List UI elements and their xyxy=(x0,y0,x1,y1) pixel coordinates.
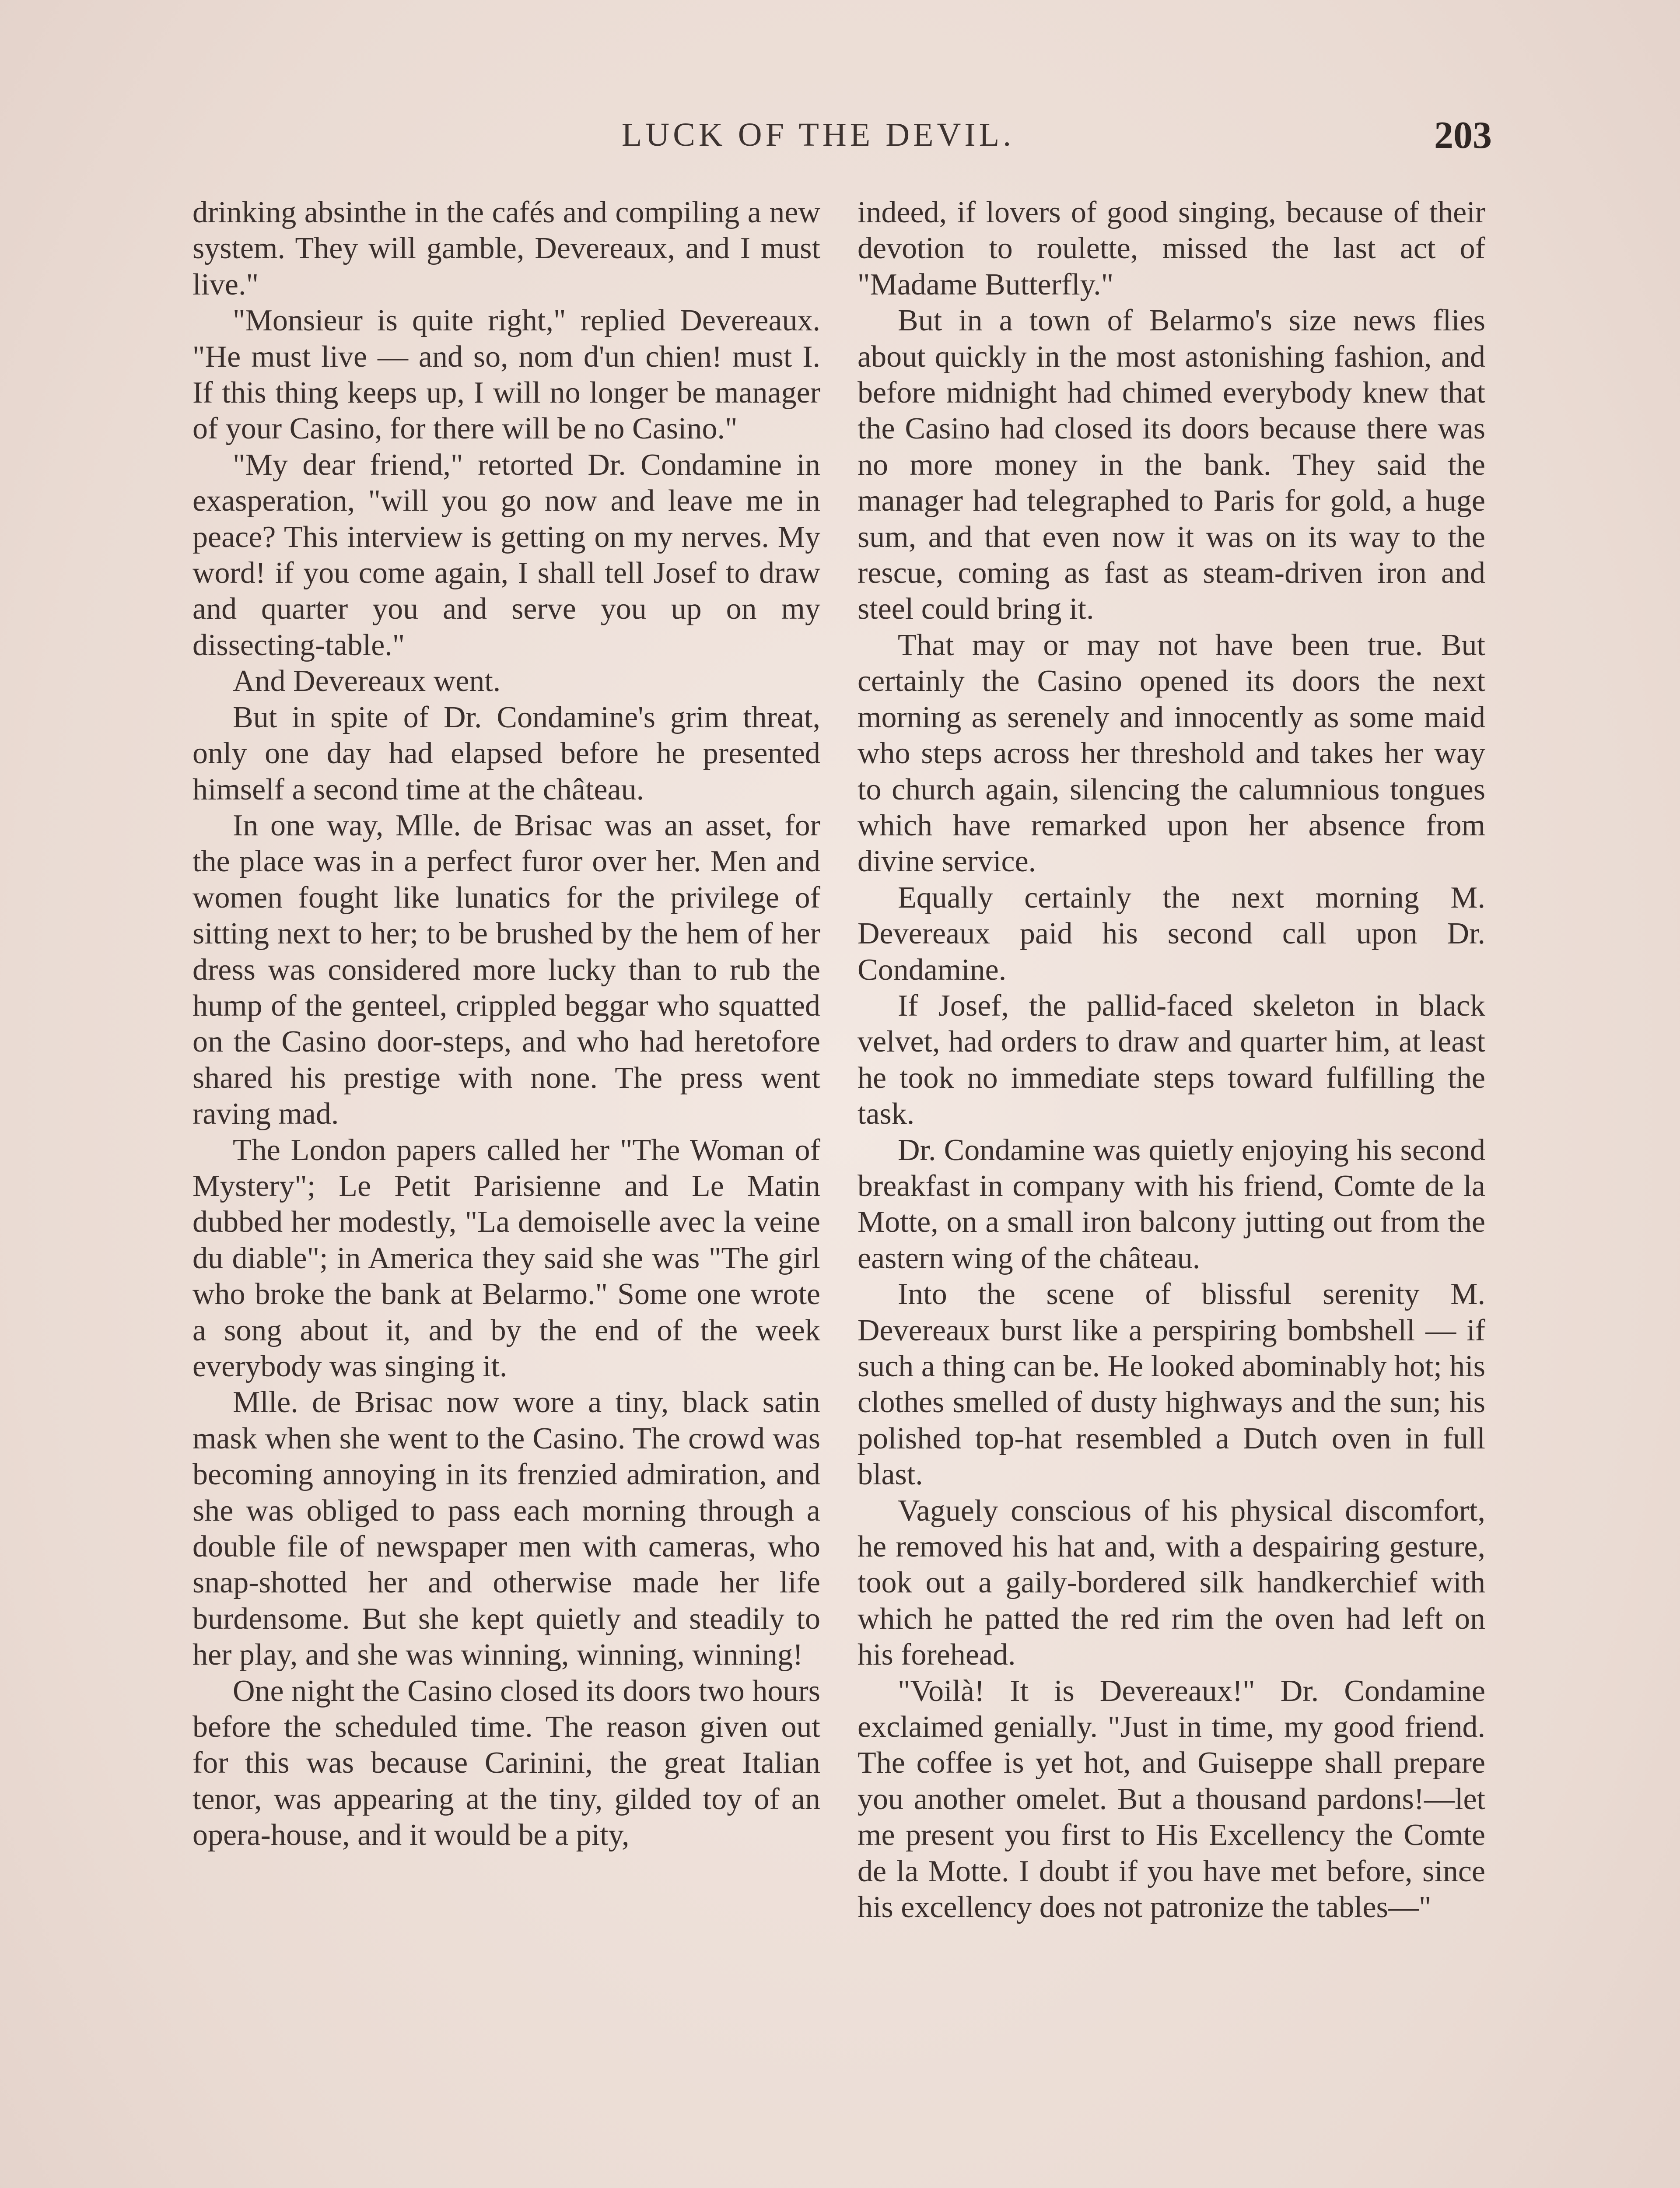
paragraph: If Josef, the pallid-faced skeleton in black velvet, had orders to draw and quarter him, at least he took no immediate steps toward fulfilling the task. xyxy=(858,989,1485,1131)
paragraph: drinking absinthe in the cafés and compiling a new system. They will gamble, Devereaux, and I must live." xyxy=(192,196,820,302)
paragraph: "Monsieur is quite right," replied Devereaux. "He must live — and so, nom d'un chien! must I. If this thing keeps up, I will no longer be manager of your Casino, for there will be no Casino." xyxy=(192,304,820,446)
paragraph: But in a town of Belarmo's size news flies about quickly in the most astonishing fashion, and before midnight had chimed everybody knew that the Casino had closed its doors because there was no more money in the bank. They said the manager had telegraphed to Paris for gold, a huge sum, and that even now it was on its way to the rescue, coming as fast as steam-driven iron and steel could bring it. xyxy=(858,304,1485,626)
left-column xyxy=(192,195,820,1854)
paragraph: Dr. Condamine was quietly enjoying his second breakfast in company with his friend, Comte de la Motte, on a small iron balcony jutting out from the eastern wing of the château. xyxy=(858,1133,1485,1275)
paragraph: One night the Casino closed its doors two hours before the scheduled time. The reason given out for this was because Carinini, the great Italian tenor, was appearing at the tiny, gilded toy of an opera-house, and it would be a pity, xyxy=(192,1674,820,1852)
paragraph: In one way, Mlle. de Brisac was an asset, for the place was in a perfect furor over her. Men and women fought like lunatics for the privilege of sitting next to her; to be brushed by the hem of her dress was considered more lucky than to rub the hump of the genteel, crippled beggar who squatted on the Casino door-steps, and who had heretofore shared his prestige with none. The press went raving mad. xyxy=(192,808,820,1131)
paragraph: That may or may not have been true. But certainly the Casino opened its doors the next morning as serenely and innocently as some maid who steps across her threshold and takes her way to church again, silencing the calumnious tongues which have remarked upon her absence from divine service. xyxy=(858,628,1485,879)
paragraph: Equally certainly the next morning M. Devereaux paid his second call upon Dr. Condamine. xyxy=(858,880,1485,987)
page-number: 203 xyxy=(1434,114,1492,157)
paragraph: Vaguely conscious of his physical discomfort, he removed his hat and, with a despairing gesture, took out a gaily-bordered silk handkerchief with which he patted the red rim the oven had left on his forehead. xyxy=(858,1494,1485,1672)
paragraph: And Devereaux went. xyxy=(233,664,501,698)
page-header xyxy=(0,116,1680,164)
paragraph: "My dear friend," retorted Dr. Condamine in exasperation, "will you go now and leave me in peace? This interview is getting on my nerves. My word! if you come again, I shall tell Josef to draw and quarter you and serve you up on my dissecting-table." xyxy=(192,448,820,662)
paragraph: "Voilà! It is Devereaux!" Dr. Condamine exclaimed genially. "Just in time, my good friend. The coffee is yet hot, and Guiseppe shall prepare you another omelet. But a thousand pardons!—let me present you first to His Excellency the Comte de la Motte. I doubt if you have met before, since his excellency does not patronize the tables—" xyxy=(858,1674,1485,1925)
paragraph: The London papers called her "The Woman of Mystery"; Le Petit Parisienne and Le Matin dubbed her modestly, "La demoiselle avec la veine du diable"; in America they said she was "The girl who broke the bank at Belarmo." Some one wrote a song about it, and by the end of the week everybody was singing it. xyxy=(192,1133,820,1383)
paragraph: indeed, if lovers of good singing, because of their devotion to roulette, missed the last act of "Madame Butterfly." xyxy=(858,196,1485,302)
paragraph: Into the scene of blissful serenity M. Devereaux burst like a perspiring bombshell — if such a thing can be. He looked abominably hot; his clothes smelled of dusty highways and the sun; his polished top-hat resembled a Dutch oven in full blast. xyxy=(858,1277,1485,1492)
running-title: LUCK OF THE DEVIL. xyxy=(621,116,1015,153)
paragraph: Mlle. de Brisac now wore a tiny, black satin mask when she went to the Casino. The crowd was becoming annoying in its frenzied admiration, and she was obliged to pass each morning through a double file of newspaper men with cameras, who snap-shotted her and otherwise made her life burdensome. But she kept quietly and steadily to her play, and she was winning, winning, winning! xyxy=(192,1385,820,1672)
paragraph: But in spite of Dr. Condamine's grim threat, only one day had elapsed before he presented himself a second time at the château. xyxy=(192,700,820,806)
right-column xyxy=(858,195,1485,1926)
